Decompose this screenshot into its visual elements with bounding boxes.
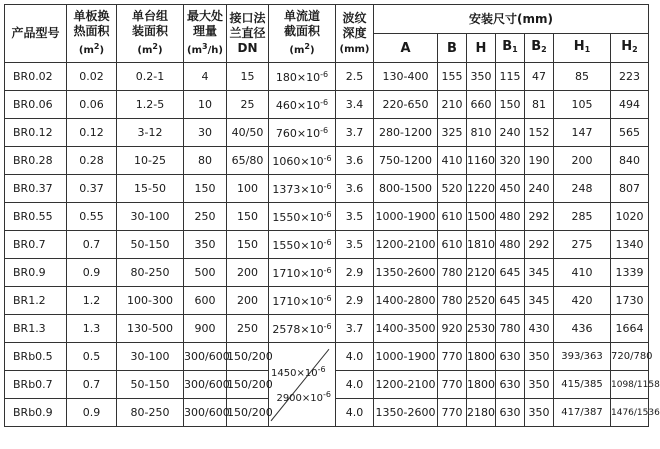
cell-h1: 410 (554, 259, 611, 287)
cell-b2: 350 (525, 343, 554, 371)
cell-h2: 1340 (611, 231, 649, 259)
cell-a: 750-1200 (374, 147, 438, 175)
cell-dn: 200 (227, 259, 269, 287)
table-row (5, 287, 649, 315)
cell-single-area: 0.37 (67, 175, 117, 203)
cell-dn: 150/200 (227, 343, 269, 371)
cell-b: 210 (438, 91, 467, 119)
cell-b2: 81 (525, 91, 554, 119)
cell-single-area: 0.02 (67, 63, 117, 91)
cell-h2: 840 (611, 147, 649, 175)
cell-h: 2180 (467, 399, 496, 427)
cell-b: 520 (438, 175, 467, 203)
cell-a: 1350-2600 (374, 399, 438, 427)
table-row (5, 175, 649, 203)
cell-h2: 223 (611, 63, 649, 91)
table-row (5, 147, 649, 175)
cell-flow: 30 (184, 119, 227, 147)
cell-flow: 4 (184, 63, 227, 91)
cell-depth: 3.7 (336, 119, 374, 147)
header-max-flow: 最大处 理量 $(m^3/h)$ (184, 5, 227, 63)
cell-h1: 285 (554, 203, 611, 231)
cell-flow: 500 (184, 259, 227, 287)
diagonal-divider (269, 343, 335, 426)
header-dn: 接口法 兰直径 DN (227, 5, 269, 63)
cell-h1: 417/387 (554, 399, 611, 427)
cell-h2: 1020 (611, 203, 649, 231)
cell-b1: 320 (496, 147, 525, 175)
cell-dn: 150 (227, 203, 269, 231)
cell-channel-area: $1550\times 10^{-6}$ (269, 231, 336, 259)
cell-b2: 47 (525, 63, 554, 91)
cell-flow: 300/600 (184, 343, 227, 371)
cell-h1: 393/363 (554, 343, 611, 371)
header-dim-b2: $B_2$ (525, 34, 554, 63)
cell-h2: 494 (611, 91, 649, 119)
cell-b: 610 (438, 203, 467, 231)
cell-h: 2530 (467, 315, 496, 343)
cell-b: 770 (438, 399, 467, 427)
cell-h1: 420 (554, 287, 611, 315)
cell-h2: 1098/1158 (611, 371, 649, 399)
cell-single-area: 1.3 (67, 315, 117, 343)
cell-h: 350 (467, 63, 496, 91)
cell-flow: 300/600 (184, 399, 227, 427)
cell-depth: 3.6 (336, 147, 374, 175)
table-row (5, 343, 649, 371)
cell-dn: 150/200 (227, 399, 269, 427)
cell-channel-area: $180\times 10^{-6}$ (269, 63, 336, 91)
cell-a: 800-1500 (374, 175, 438, 203)
cell-flow: 300/600 (184, 371, 227, 399)
cell-single-area: 1.2 (67, 287, 117, 315)
cell-h1: 248 (554, 175, 611, 203)
cell-b: 780 (438, 287, 467, 315)
cell-a: 130-400 (374, 63, 438, 91)
cell-b1: 115 (496, 63, 525, 91)
cell-unit-area: 50-150 (117, 371, 184, 399)
cell-dn: 25 (227, 91, 269, 119)
cell-channel-area: $1373\times 10^{-6}$ (269, 175, 336, 203)
cell-depth: 3.6 (336, 175, 374, 203)
cell-single-area: 0.9 (67, 259, 117, 287)
cell-flow: 150 (184, 175, 227, 203)
cell-h2: 1664 (611, 315, 649, 343)
cell-single-area: 0.28 (67, 147, 117, 175)
cell-channel-area: $1710\times 10^{-6}$ (269, 259, 336, 287)
header-depth: 波纹 深度 (mm) (336, 5, 374, 63)
cell-flow: 600 (184, 287, 227, 315)
cell-h: 810 (467, 119, 496, 147)
cell-b2: 152 (525, 119, 554, 147)
header-dim-a: A (374, 34, 438, 63)
cell-model: BR1.2 (5, 287, 67, 315)
cell-channel-area: $1710\times 10^{-6}$ (269, 287, 336, 315)
cell-model: BR0.55 (5, 203, 67, 231)
cell-dn: 150 (227, 231, 269, 259)
cell-dn: 250 (227, 315, 269, 343)
cell-b1: 780 (496, 315, 525, 343)
cell-unit-area: 80-250 (117, 259, 184, 287)
cell-b: 610 (438, 231, 467, 259)
cell-b: 770 (438, 343, 467, 371)
table-row (5, 119, 649, 147)
cell-b2: 345 (525, 287, 554, 315)
cell-channel-area: $760\times 10^{-6}$ (269, 119, 336, 147)
cell-b1: 480 (496, 203, 525, 231)
cell-single-area: 0.7 (67, 231, 117, 259)
cell-flow: 900 (184, 315, 227, 343)
cell-unit-area: 50-150 (117, 231, 184, 259)
cell-h: 1500 (467, 203, 496, 231)
cell-b1: 150 (496, 91, 525, 119)
cell-a: 1000-1900 (374, 203, 438, 231)
cell-h1: 275 (554, 231, 611, 259)
cell-h: 2520 (467, 287, 496, 315)
spec-table-container (4, 4, 660, 427)
cell-b: 410 (438, 147, 467, 175)
cell-h2: 1339 (611, 259, 649, 287)
cell-b2: 430 (525, 315, 554, 343)
cell-a: 1000-1900 (374, 343, 438, 371)
table-row (5, 203, 649, 231)
cell-b: 770 (438, 371, 467, 399)
cell-h1: 436 (554, 315, 611, 343)
cell-a: 280-1200 (374, 119, 438, 147)
cell-b: 325 (438, 119, 467, 147)
cell-unit-area: 130-500 (117, 315, 184, 343)
cell-b2: 240 (525, 175, 554, 203)
cell-b: 155 (438, 63, 467, 91)
header-dim-b: B (438, 34, 467, 63)
cell-h: 1800 (467, 371, 496, 399)
cell-depth: 4.0 (336, 399, 374, 427)
cell-dn: 15 (227, 63, 269, 91)
table-row (5, 91, 649, 119)
cell-h: 1810 (467, 231, 496, 259)
cell-b1: 240 (496, 119, 525, 147)
cell-b2: 350 (525, 399, 554, 427)
cell-h1: 147 (554, 119, 611, 147)
cell-model: BR0.02 (5, 63, 67, 91)
cell-channel-area: $1550\times 10^{-6}$ (269, 203, 336, 231)
header-single-area: 单板换 热面积 $(m^2)$ (67, 5, 117, 63)
cell-b1: 480 (496, 231, 525, 259)
cell-single-area: 0.5 (67, 343, 117, 371)
cell-depth: 4.0 (336, 371, 374, 399)
cell-b: 780 (438, 259, 467, 287)
cell-a: 1400-3500 (374, 315, 438, 343)
cell-flow: 250 (184, 203, 227, 231)
header-channel-area: 单流道 截面积 $(m^2)$ (269, 5, 336, 63)
cell-unit-area: 0.2-1 (117, 63, 184, 91)
cell-channel-area: $2578\times 10^{-6}$ (269, 315, 336, 343)
header-dim-h2: $H_2$ (611, 34, 649, 63)
cell-h1: 85 (554, 63, 611, 91)
cell-b1: 645 (496, 259, 525, 287)
cell-dn: 40/50 (227, 119, 269, 147)
cell-flow: 350 (184, 231, 227, 259)
cell-model: BR0.7 (5, 231, 67, 259)
cell-unit-area: 30-100 (117, 203, 184, 231)
cell-model: BR0.9 (5, 259, 67, 287)
cell-model: BR0.12 (5, 119, 67, 147)
cell-depth: 2.9 (336, 287, 374, 315)
cell-dn: 65/80 (227, 147, 269, 175)
cell-model: BR0.28 (5, 147, 67, 175)
cell-model: BR0.06 (5, 91, 67, 119)
cell-h: 1220 (467, 175, 496, 203)
cell-unit-area: 80-250 (117, 399, 184, 427)
cell-single-area: 0.12 (67, 119, 117, 147)
merged-top-value: $1450\times 10^{-6}$ (271, 365, 326, 379)
cell-b1: 450 (496, 175, 525, 203)
table-row (5, 259, 649, 287)
cell-h: 1800 (467, 343, 496, 371)
cell-b1: 645 (496, 287, 525, 315)
cell-h2: 807 (611, 175, 649, 203)
merged-bottom-value: $2900\times 10^{-6}$ (276, 390, 331, 404)
cell-single-area: 0.7 (67, 371, 117, 399)
cell-h2: 1476/1536 (611, 399, 649, 427)
cell-b2: 350 (525, 371, 554, 399)
cell-b2: 345 (525, 259, 554, 287)
cell-single-area: 0.9 (67, 399, 117, 427)
cell-channel-area: $460\times 10^{-6}$ (269, 91, 336, 119)
header-dim-h1: $H_1$ (554, 34, 611, 63)
cell-model: BRb0.7 (5, 371, 67, 399)
cell-h: 2120 (467, 259, 496, 287)
cell-depth: 2.9 (336, 259, 374, 287)
cell-h: 660 (467, 91, 496, 119)
cell-a: 1350-2600 (374, 259, 438, 287)
cell-flow: 80 (184, 147, 227, 175)
cell-h2: 565 (611, 119, 649, 147)
header-dim-h: H (467, 34, 496, 63)
cell-b: 920 (438, 315, 467, 343)
cell-dn: 100 (227, 175, 269, 203)
cell-b2: 292 (525, 203, 554, 231)
cell-h2: 720/780 (611, 343, 649, 371)
cell-a: 1200-2100 (374, 231, 438, 259)
table-row (5, 231, 649, 259)
cell-h1: 105 (554, 91, 611, 119)
cell-unit-area: 10-25 (117, 147, 184, 175)
cell-model: BR0.37 (5, 175, 67, 203)
cell-depth: 3.4 (336, 91, 374, 119)
cell-dn: 200 (227, 287, 269, 315)
cell-b1: 630 (496, 399, 525, 427)
cell-depth: 3.5 (336, 203, 374, 231)
cell-single-area: 0.06 (67, 91, 117, 119)
cell-channel-area-merged (269, 343, 336, 427)
cell-depth: 3.7 (336, 315, 374, 343)
cell-unit-area: 15-50 (117, 175, 184, 203)
cell-h1: 415/385 (554, 371, 611, 399)
cell-h1: 200 (554, 147, 611, 175)
cell-single-area: 0.55 (67, 203, 117, 231)
header-dim-b1: $B_1$ (496, 34, 525, 63)
cell-unit-area: 100-300 (117, 287, 184, 315)
spec-table (4, 4, 660, 427)
cell-h: 1160 (467, 147, 496, 175)
cell-model: BRb0.9 (5, 399, 67, 427)
cell-model: BRb0.5 (5, 343, 67, 371)
cell-unit-area: 30-100 (117, 343, 184, 371)
cell-depth: 3.5 (336, 231, 374, 259)
cell-a: 1200-2100 (374, 371, 438, 399)
cell-b1: 630 (496, 343, 525, 371)
cell-dn: 150/200 (227, 371, 269, 399)
cell-a: 220-650 (374, 91, 438, 119)
cell-a: 1400-2800 (374, 287, 438, 315)
cell-b1: 630 (496, 371, 525, 399)
cell-channel-area: $1060\times 10^{-6}$ (269, 147, 336, 175)
table-row (5, 315, 649, 343)
cell-h2: 1730 (611, 287, 649, 315)
header-model: 产品型号 (5, 5, 67, 63)
cell-model: BR1.3 (5, 315, 67, 343)
cell-flow: 10 (184, 91, 227, 119)
header-install-dims: 安装尺寸(mm) (374, 5, 649, 34)
cell-b2: 190 (525, 147, 554, 175)
cell-depth: 2.5 (336, 63, 374, 91)
header-unit-area: 单台组 装面积 $(m^2)$ (117, 5, 184, 63)
cell-b2: 292 (525, 231, 554, 259)
cell-unit-area: 1.2-5 (117, 91, 184, 119)
table-row (5, 63, 649, 91)
cell-depth: 4.0 (336, 343, 374, 371)
cell-unit-area: 3-12 (117, 119, 184, 147)
